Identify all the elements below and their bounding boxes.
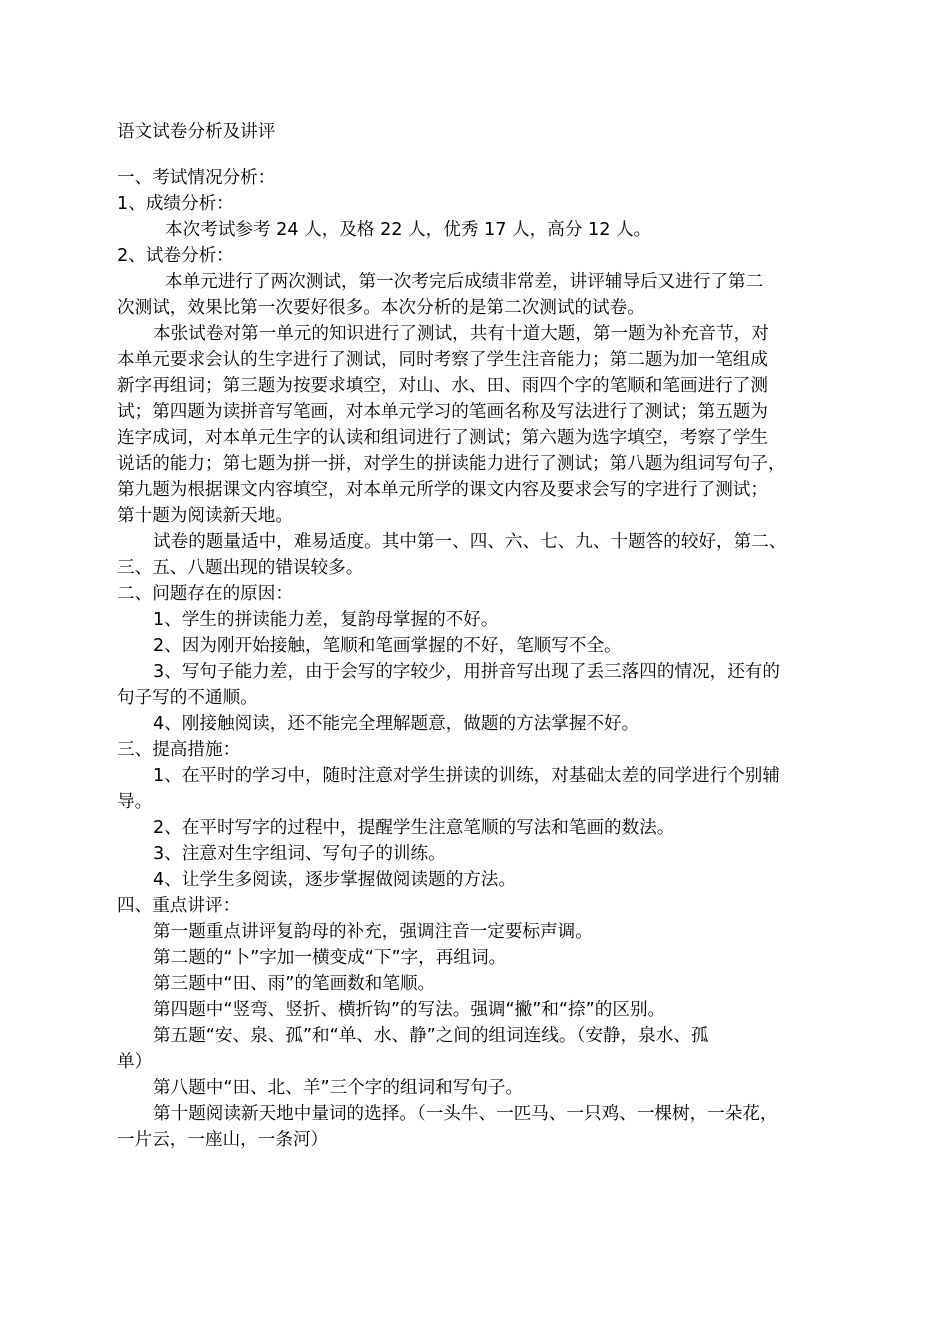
text-line: 2、试卷分析：: [117, 246, 234, 266]
text-line: 4、让学生多阅读，逐步掌握做阅读题的方法。: [153, 870, 517, 890]
document-title: 语文试卷分析及讲评: [117, 122, 276, 142]
text-line: 二、问题存在的原因：: [117, 584, 293, 604]
text-line: 连字成词，对本单元生字的认读和组词进行了测试；第六题为选字填空，考察了学生: [117, 428, 768, 448]
text-line: 试卷的题量适中，难易适度。其中第一、四、六、七、九、十题答的较好，第二、: [153, 532, 787, 552]
document-body: [117, 165, 837, 1153]
text-line: 2、在平时写字的过程中，提醒学生注意笔顺的写法和笔画的数法。: [153, 818, 675, 838]
text-line: 第一题重点讲评复韵母的补充，强调注音一定要标声调。: [153, 922, 593, 942]
text-line: 一、考试情况分析：: [117, 168, 276, 188]
text-line: 本次考试参考 24 人，及格 22 人，优秀 17 人，高分 12 人。: [165, 220, 652, 240]
text-line: 第四题中“竖弯、竖折、横折钩”的写法。强调“撇”和“捺”的区别。: [153, 1000, 666, 1020]
text-line: 第五题“安、泉、孤”和“单、水、静”之间的组词连线。（安静，泉水、孤: [153, 1026, 709, 1046]
text-line: 三、提高措施：: [117, 740, 241, 760]
text-line: 第十题阅读新天地中量词的选择。（一头牛、一匹马、一只鸡、一棵树，一朵花，: [153, 1104, 778, 1124]
text-line: 1、学生的拼读能力差，复韵母掌握的不好。: [153, 610, 499, 630]
text-line: 2、因为刚开始接触，笔顺和笔画掌握的不好，笔顺写不全。: [153, 636, 622, 656]
text-line: 第八题中“田、北、羊”三个字的组词和写句子。: [153, 1078, 524, 1098]
text-line: 本单元要求会认的生字进行了测试，同时考察了学生注音能力；第二题为加一笔组成: [117, 350, 768, 370]
text-line: 第十题为阅读新天地。: [117, 506, 293, 526]
text-line: 句子写的不通顺。: [117, 688, 258, 708]
text-line: 三、五、八题出现的错误较多。: [117, 558, 364, 578]
text-line: 导。: [117, 792, 153, 812]
text-line: 第九题为根据课文内容填空，对本单元所学的课文内容及要求会写的字进行了测试；: [117, 480, 768, 500]
text-line: 1、成绩分析：: [117, 194, 234, 214]
text-line: 3、写句子能力差，由于会写的字较少，用拼音写出现了丢三落四的情况，还有的: [153, 662, 780, 682]
text-line: 第二题的“卜”字加一横变成“下”字，再组词。: [153, 948, 507, 968]
text-line: 次测试，效果比第一次要好很多。本次分析的是第二次测试的试卷。: [117, 298, 645, 318]
text-line: 本单元进行了两次测试，第一次考完后成绩非常差，讲评辅导后又进行了第二: [165, 272, 764, 292]
text-line: 四、重点讲评：: [117, 896, 241, 916]
text-line: 单）: [117, 1052, 153, 1072]
text-line: 一片云，一座山，一条河）: [117, 1130, 329, 1150]
text-line: 1、在平时的学习中，随时注意对学生拼读的训练，对基础太差的同学进行个别辅: [153, 766, 780, 786]
text-line: 本张试卷对第一单元的知识进行了测试，共有十道大题，第一题为补充音节，对: [153, 324, 769, 344]
text-line: 第三题中“田、雨”的笔画数和笔顺。: [153, 974, 436, 994]
text-line: 3、注意对生字组词、写句子的训练。: [153, 844, 446, 864]
text-line: 说话的能力；第七题为拼一拼，对学生的拼读能力进行了测试；第八题为组词写句子，: [117, 454, 786, 474]
text-line: 新字再组词；第三题为按要求填空，对山、水、田、雨四个字的笔顺和笔画进行了测: [117, 376, 768, 396]
text-line: 4、刚接触阅读，还不能完全理解题意，做题的方法掌握不好。: [153, 714, 640, 734]
text-line: 试；第四题为读拼音写笔画，对本单元学习的笔画名称及写法进行了测试；第五题为: [117, 402, 768, 422]
